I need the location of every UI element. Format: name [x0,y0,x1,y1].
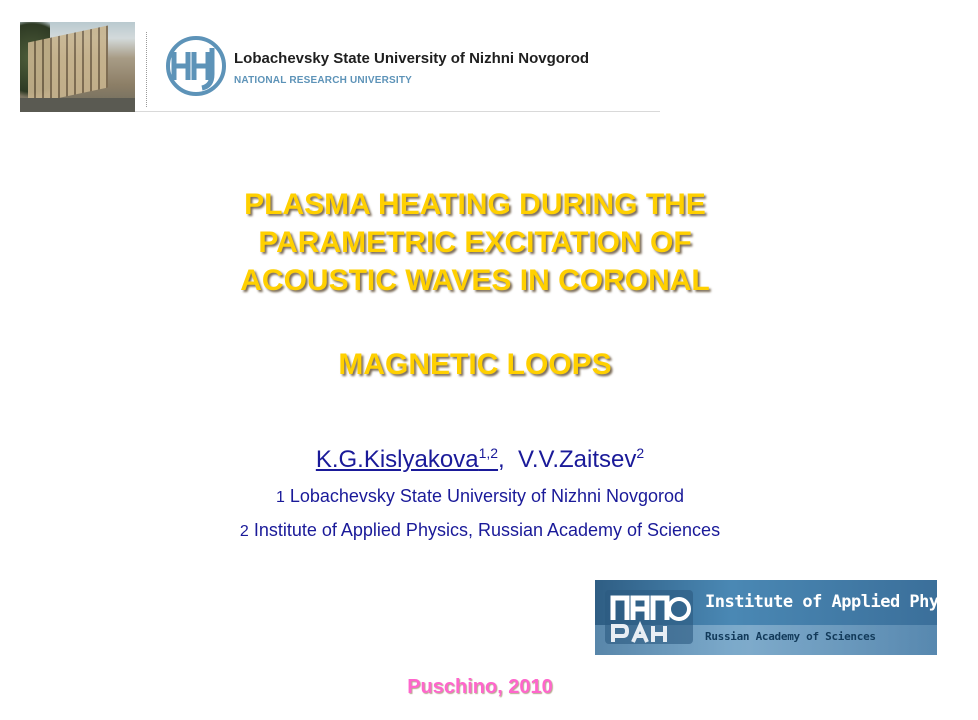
slide-title [90,186,860,300]
affiliation-2-num: 2 [239,523,249,540]
university-subtitle: NATIONAL RESEARCH UNIVERSITY [234,75,413,86]
iap-subtitle: Russian Academy of Sciences [705,630,876,643]
place-date: Puschino, 2010 [407,676,553,698]
affiliation-2 [0,520,960,541]
author-1-link[interactable] [316,446,498,473]
title-line-3: ACOUSTIC WAVES IN CORONAL [240,264,710,297]
unn-logo-icon [160,34,230,98]
author-1-affil: 1,2 [478,445,499,461]
iap-logo [595,580,978,655]
author-separator: , [498,446,505,473]
affiliation-2-text: Institute of Applied Physics, Russian Academy of Sciences [253,520,721,540]
title-line-4: MAGNETIC LOOPS [338,348,612,381]
iap-name: Institute of Applied Physics [705,592,978,612]
title-line-1: PLASMA HEATING DURING THE [244,188,706,221]
author-2-name: V.V.Zaitsev [518,446,637,473]
authors-line [0,445,960,474]
university-banner [20,22,660,112]
university-name: Lobachevsky State University of Nizhni Novgorod [234,50,590,67]
title-line-2: PARAMETRIC EXCITATION OF [258,226,692,259]
banner-divider [146,32,147,107]
affiliation-1 [0,486,960,507]
affiliation-1-text: Lobachevsky State University of Nizhni Novgorod [289,486,685,506]
campus-photo [20,22,135,112]
author-1-name: K.G.Kislyakova [315,446,479,473]
iap-emblem-icon [603,586,695,648]
affiliation-1-num: 1 [275,489,285,506]
author-2-affil: 2 [636,445,645,461]
